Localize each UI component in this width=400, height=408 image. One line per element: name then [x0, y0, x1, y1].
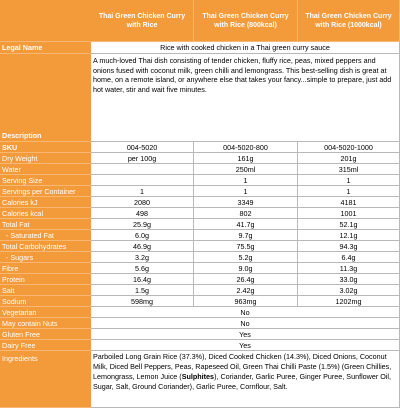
cal-kcal-1: 498 — [91, 208, 194, 219]
fibre-1: 5.6g — [91, 263, 194, 274]
vegetarian-value: No — [91, 307, 400, 318]
protein-1: 16.4g — [91, 274, 194, 285]
product-name-2: Thai Green Chicken Curry with Rice (800kcal) — [194, 0, 298, 42]
nuts-label: May contain Nuts — [0, 318, 91, 329]
water-row — [0, 164, 400, 175]
cal-kj-3: 4181 — [298, 197, 400, 208]
ingredients-value — [91, 351, 400, 408]
cal-kcal-label: Calories kcal — [0, 208, 91, 219]
water-label: Water — [0, 164, 91, 175]
protein-label: Protein — [0, 274, 91, 285]
fibre-3: 11.3g — [298, 263, 400, 274]
sugars-row — [0, 252, 400, 263]
sodium-row — [0, 296, 400, 307]
sugars-3: 6.4g — [298, 252, 400, 263]
dairy-value: Yes — [91, 340, 400, 351]
sat-fat-row — [0, 230, 400, 241]
nuts-value: No — [91, 318, 400, 329]
description-label: Description — [0, 54, 91, 142]
serving-size-label: Serving Size — [0, 175, 91, 186]
dairy-row — [0, 340, 400, 351]
salt-row — [0, 285, 400, 296]
dry-weight-3: 201g — [298, 153, 400, 164]
water-2: 250ml — [194, 164, 298, 175]
header-row — [0, 0, 400, 42]
gluten-label: Gluten Free — [0, 329, 91, 340]
sodium-label: Sodium — [0, 296, 91, 307]
water-3: 315ml — [298, 164, 400, 175]
protein-row — [0, 274, 400, 285]
sku-label: SKU — [0, 142, 91, 153]
sat-fat-2: 9.7g — [194, 230, 298, 241]
gluten-row — [0, 329, 400, 340]
sodium-3: 1202mg — [298, 296, 400, 307]
legal-name-label: Legal Name — [0, 42, 91, 54]
total-fat-3: 52.1g — [298, 219, 400, 230]
vegetarian-row — [0, 307, 400, 318]
dry-weight-label: Dry Weight — [0, 153, 91, 164]
description-row — [0, 54, 400, 142]
product-name-1: Thai Green Chicken Curry with Rice — [91, 0, 194, 42]
ingredients-text-pre: Parboiled Long Grain Rice (37.3%), Diced Cooked Chicken (14.3%), Diced Onions, Coconut Milk, Diced Bell Peppers, Peas, Rapeseed Oil, Green Thai Chilli Paste (1.5%) (Green Chillies, Lemongrass, Lemon Juice ( — [93, 352, 392, 381]
dry-weight-row — [0, 153, 400, 164]
protein-2: 26.4g — [194, 274, 298, 285]
salt-1: 1.5g — [91, 285, 194, 296]
cal-kj-label: Calories kJ — [0, 197, 91, 208]
product-name-3: Thai Green Chicken Curry with Rice (1000kcal) — [298, 0, 400, 42]
total-fat-row — [0, 219, 400, 230]
ingredients-label: Ingredients — [0, 351, 91, 408]
servings-label: Servings per Container — [0, 186, 91, 197]
sku-3: 004-5020-1000 — [298, 142, 400, 153]
fibre-row — [0, 263, 400, 274]
ingredients-text-post: ), Coriander, Garlic Puree, Ginger Puree, Sunflower Oil, Sugar, Salt, Ground Coriander), Garlic Puree, Cornflour, Salt. — [93, 372, 392, 391]
sku-row — [0, 142, 400, 153]
total-carbs-2: 75.5g — [194, 241, 298, 252]
protein-3: 33.0g — [298, 274, 400, 285]
cal-kj-2: 3349 — [194, 197, 298, 208]
total-carbs-1: 46.9g — [91, 241, 194, 252]
sku-2: 004-5020-800 — [194, 142, 298, 153]
salt-label: Salt — [0, 285, 91, 296]
sodium-2: 963mg — [194, 296, 298, 307]
servings-1: 1 — [91, 186, 194, 197]
cal-kcal-row — [0, 208, 400, 219]
nuts-row — [0, 318, 400, 329]
total-carbs-label: Total Carbohydrates — [0, 241, 91, 252]
total-carbs-row — [0, 241, 400, 252]
total-carbs-3: 94.3g — [298, 241, 400, 252]
sugars-label: - Sugars — [0, 252, 91, 263]
fibre-2: 9.0g — [194, 263, 298, 274]
salt-2: 2.42g — [194, 285, 298, 296]
servings-2: 1 — [194, 186, 298, 197]
total-fat-2: 41.7g — [194, 219, 298, 230]
dry-weight-1: per 100g — [91, 153, 194, 164]
sugars-1: 3.2g — [91, 252, 194, 263]
cal-kcal-3: 1001 — [298, 208, 400, 219]
header-corner — [0, 0, 91, 42]
serving-size-2: 1 — [194, 175, 298, 186]
ingredients-row — [0, 351, 400, 408]
water-1 — [91, 164, 194, 175]
serving-size-3: 1 — [298, 175, 400, 186]
cal-kcal-2: 802 — [194, 208, 298, 219]
servings-row — [0, 186, 400, 197]
total-fat-label: Total Fat — [0, 219, 91, 230]
sugars-2: 5.2g — [194, 252, 298, 263]
cal-kj-1: 2080 — [91, 197, 194, 208]
dry-weight-2: 161g — [194, 153, 298, 164]
legal-name-row — [0, 42, 400, 54]
sodium-1: 598mg — [91, 296, 194, 307]
fibre-label: Fibre — [0, 263, 91, 274]
vegetarian-label: Vegetarian — [0, 307, 91, 318]
allergen-sulphites: Sulphites — [181, 372, 215, 381]
servings-3: 1 — [298, 186, 400, 197]
serving-size-row — [0, 175, 400, 186]
cal-kj-row — [0, 197, 400, 208]
sat-fat-label: - Saturated Fat — [0, 230, 91, 241]
sku-1: 004-5020 — [91, 142, 194, 153]
sat-fat-1: 6.0g — [91, 230, 194, 241]
gluten-value: Yes — [91, 329, 400, 340]
serving-size-1 — [91, 175, 194, 186]
legal-name-value: Rice with cooked chicken in a Thai green curry sauce — [91, 42, 400, 54]
total-fat-1: 25.9g — [91, 219, 194, 230]
description-value: A much-loved Thai dish consisting of tender chicken, fluffy rice, peas, mixed peppers and onions fused with coconut milk, green chilli and lemongrass. This best-selling dish is great at home, on a remote island, or anywhere else that takes your fancy...simple to prepare, just add hot water, stir and wait five minutes. — [91, 54, 400, 142]
sat-fat-3: 12.1g — [298, 230, 400, 241]
dairy-label: Dairy Free — [0, 340, 91, 351]
salt-3: 3.02g — [298, 285, 400, 296]
